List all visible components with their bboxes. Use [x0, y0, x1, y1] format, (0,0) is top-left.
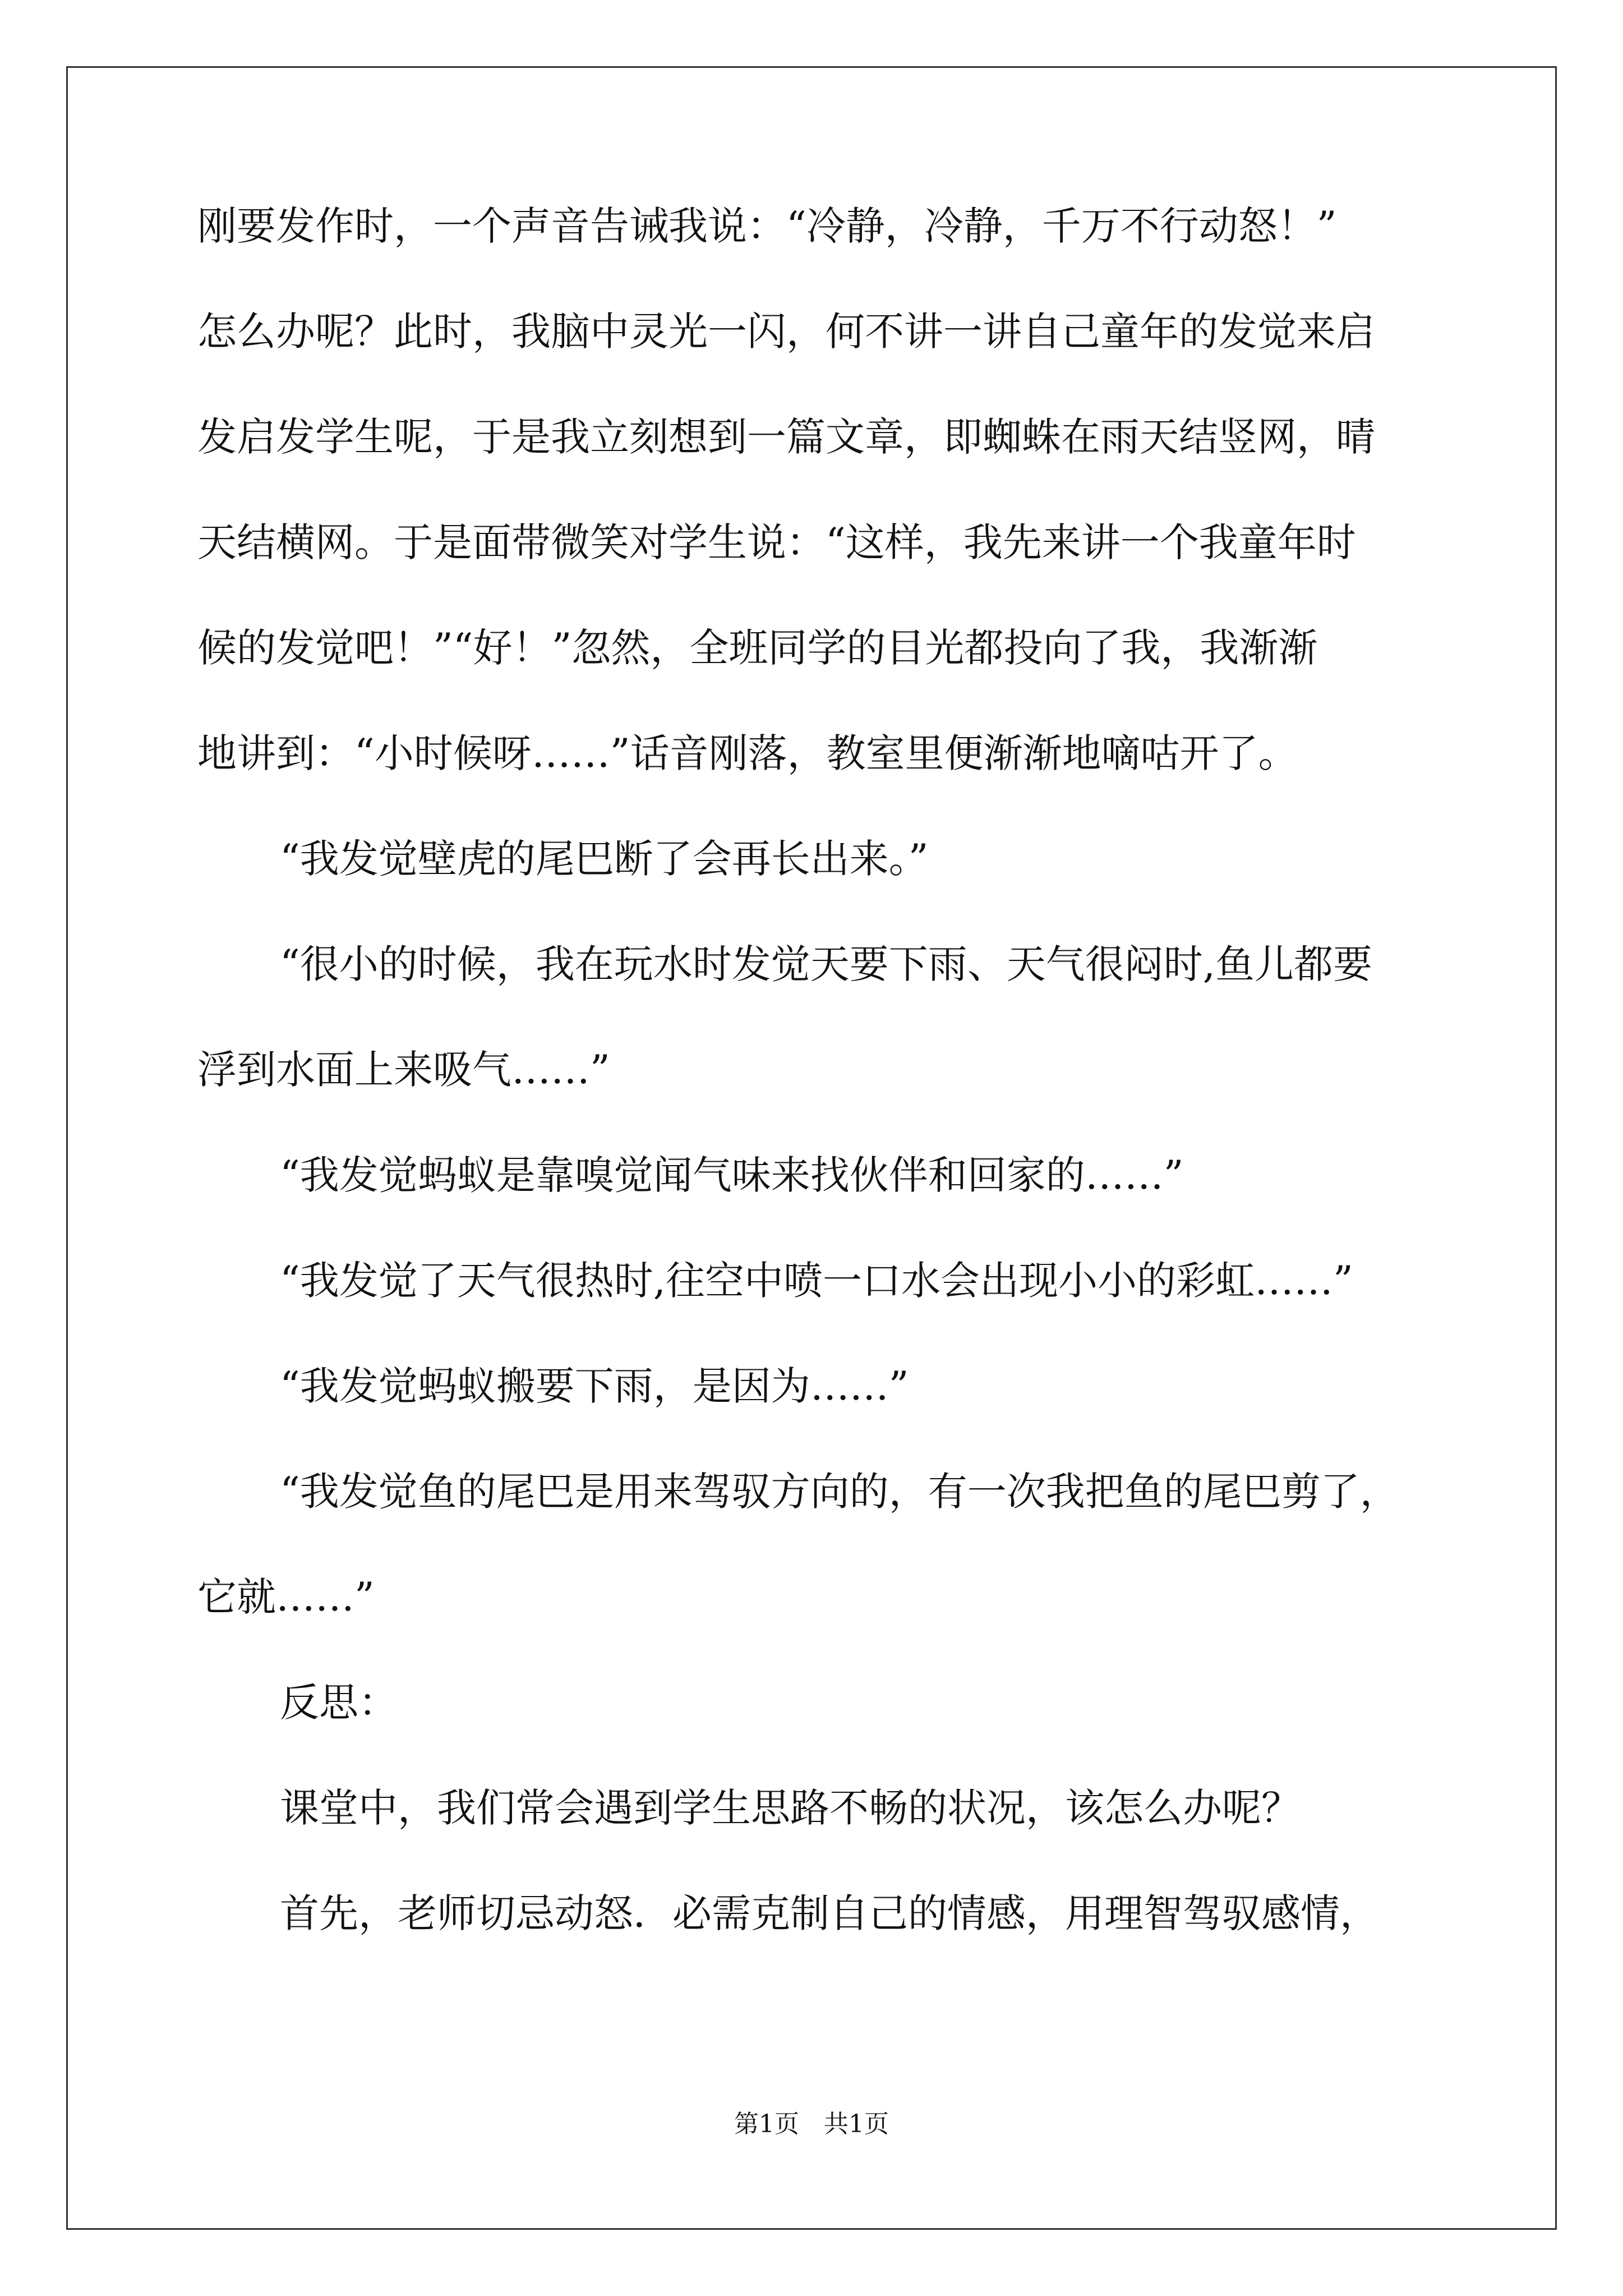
text-line: “我发觉蚂蚁搬要下雨，是因为……” [280, 1363, 909, 1409]
text-line: 候的发觉吧！”“好！”忽然，全班同学的目光都投向了我，我渐渐 [197, 625, 1318, 671]
text-line: 课堂中，我们常会遇到学生思路不畅的状况，该怎么办呢？ [280, 1785, 1301, 1831]
text-line: 怎么办呢？此时，我脑中灵光一闪，何不讲一讲自己童年的发觉来启 [197, 309, 1375, 355]
text-line: 它就……” [197, 1574, 375, 1620]
text-line: “很小的时候，我在玩水时发觉天要下雨、天气很闷时,鱼儿都要 [280, 941, 1373, 987]
text-line: “我发觉壁虎的尾巴断了会再长出来。” [280, 836, 929, 882]
text-line: “我发觉蚂蚁是靠嗅觉闻气味来找伙伴和回家的……” [280, 1152, 1184, 1198]
text-line: 天结横网。于是面带微笑对学生说：“这样，我先来讲一个我童年时 [197, 519, 1356, 565]
text-line: 首先，老师切忌动怒．必需克制自己的情感，用理智驾驭感情， [280, 1890, 1379, 1936]
text-line: “我发觉了天气很热时,往空中喷一口水会出现小小的彩虹……” [280, 1258, 1353, 1304]
text-line: 地讲到：“小时候呀……”话音刚落，教室里便渐渐地嘀咕开了。 [197, 730, 1298, 776]
text-line: 刚要发作时，一个声音告诫我说：“冷静，冷静，千万不行动怒！” [197, 203, 1337, 249]
text-line: “我发觉鱼的尾巴是用来驾驭方向的，有一次我把鱼的尾巴剪了， [280, 1469, 1399, 1515]
page-number: 第1页 共1页 [734, 2110, 889, 2138]
section-heading: 反思： [280, 1680, 398, 1726]
text-line: 发启发学生呢，于是我立刻想到一篇文章，即蜘蛛在雨天结竖网，晴 [197, 414, 1375, 460]
text-line: 浮到水面上来吸气……” [197, 1047, 610, 1093]
